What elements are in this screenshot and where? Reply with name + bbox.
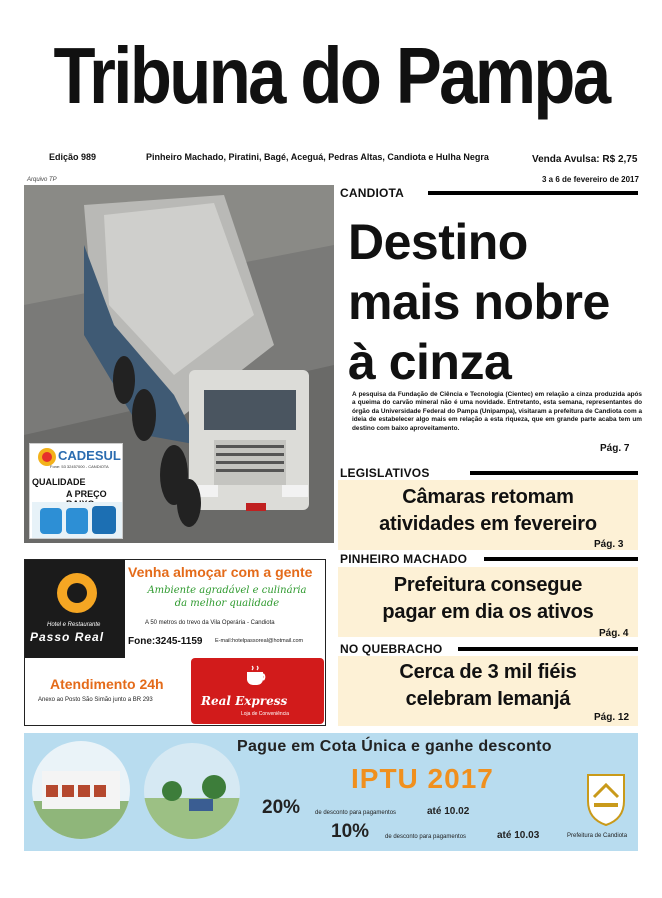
offer-percent: 10% xyxy=(331,821,370,842)
water-tanks-image xyxy=(32,502,122,538)
iptu-banner[interactable] xyxy=(24,733,638,851)
municipal-crest-icon xyxy=(584,771,628,827)
building-illustration xyxy=(32,741,130,839)
store-name: Real Express xyxy=(201,694,288,708)
story-headline-line: pagar em dia os ativos xyxy=(382,601,594,623)
story-headline-line: Prefeitura consegue xyxy=(393,574,583,596)
coffee-cup-icon xyxy=(243,664,271,686)
cadesul-phone: Fone: 53 32457000 - CANDIOTA xyxy=(50,464,109,469)
story-legislativos[interactable] xyxy=(338,480,638,550)
section-rule xyxy=(484,557,638,561)
offer-deadline: até 10.03 xyxy=(497,830,540,841)
ad-address: A 50 metros do trevo da Vila Operária - Candiota xyxy=(145,620,275,626)
issuer-name: Prefeitura de Candiota xyxy=(567,833,628,839)
ad-headline: Venha almoçar com a gente xyxy=(128,564,313,580)
main-lead: A pesquisa da Fundação de Ciência e Tecnologia (Cientec) em relação a cinza produzida após a queima do carvão mineral não é uma novidade. Entretanto, esta semana, representantes do órgão da Universidade Federal do Pampa (Unipampa), visitaram a prefeitura de Candiota com a ideia de estabelecer algo mais em relação a esta riqueza, que em grande parte acaba tem um destino com baixo aproveitamento. xyxy=(352,391,642,432)
story-page-ref: Pág. 4 xyxy=(599,628,629,639)
masthead-title: Tribuna do Pampa xyxy=(53,31,609,120)
truck-photo xyxy=(24,185,334,543)
main-page-ref: Pág. 7 xyxy=(600,443,630,454)
story-page-ref: Pág. 12 xyxy=(594,712,630,723)
edition-number: Edição 989 xyxy=(49,152,97,162)
banner-title: Pague em Cota Única e ganhe desconto xyxy=(237,738,552,755)
landscape-illustration xyxy=(144,743,240,839)
main-headline-line: à cinza xyxy=(348,334,512,390)
section-rule xyxy=(458,647,638,651)
story-headline-line: atividades em fevereiro xyxy=(379,513,597,535)
photo-credit: Arquivo TP xyxy=(27,177,57,183)
cadesul-line2: A PREÇO xyxy=(66,489,107,499)
cadesul-ad[interactable] xyxy=(29,443,123,539)
ad-phone: Fone:3245-1159 xyxy=(128,636,203,647)
section-rule xyxy=(470,471,638,475)
main-headline[interactable] xyxy=(348,212,648,392)
cover-price: Venda Avulsa: R$ 2,75 xyxy=(532,154,638,165)
building-photo xyxy=(32,741,130,839)
cadesul-line1: QUALIDADE xyxy=(32,477,86,487)
offer-text: de desconto para pagamentos xyxy=(315,810,397,816)
section-rule-main xyxy=(428,191,638,195)
story-headline-line: Câmaras retomam xyxy=(402,486,574,508)
story-pinheiro-machado[interactable] xyxy=(338,567,638,637)
ad-service: Atendimento 24h xyxy=(50,676,164,692)
hotel-label: Hotel e Restaurante xyxy=(47,622,101,628)
section-label-quebracho: NO QUEBRACHO xyxy=(340,642,443,656)
story-headline-line: celebram Iemanjá xyxy=(405,688,571,710)
main-headline-line: Destino xyxy=(348,214,528,270)
hotel-name: Passo Real xyxy=(30,630,105,644)
issue-date: 3 a 6 de fevereiro de 2017 xyxy=(542,175,639,184)
ad-service-location: Anexo ao Posto São Simão junto a BR 293 xyxy=(38,697,153,703)
banner-headline: IPTU 2017 xyxy=(351,763,494,794)
story-page-ref: Pág. 3 xyxy=(594,539,624,550)
section-label-legislativos: LEGISLATIVOS xyxy=(340,466,430,480)
ad-tagline-line: da melhor qualidade xyxy=(174,598,280,609)
offer-text: de desconto para pagamentos xyxy=(385,834,467,840)
offer-deadline: até 10.02 xyxy=(427,806,470,817)
ad-tagline xyxy=(137,584,317,610)
main-headline-line: mais nobre xyxy=(348,274,610,330)
store-type: Loja de Conveniência xyxy=(241,711,290,717)
story-headline-line: Cerca de 3 mil fiéis xyxy=(399,661,577,683)
ad-tagline-line: Ambiente agradável e culinária xyxy=(147,585,307,596)
offer-percent: 20% xyxy=(262,797,301,818)
story-quebracho[interactable] xyxy=(338,656,638,726)
restaurant-ad[interactable] xyxy=(24,559,326,726)
landscape-photo xyxy=(144,743,240,839)
ad-email: E-mail:hotelpassoreal@hotmail.com xyxy=(215,638,304,644)
cadesul-brand: CADESUL xyxy=(58,448,121,463)
section-label-main: CANDIOTA xyxy=(340,186,405,200)
coverage-cities: Pinheiro Machado, Piratini, Bagé, Aceguá, Pedras Altas, Candiota e Hulha Negra xyxy=(146,152,489,162)
section-label-pinheiro: PINHEIRO MACHADO xyxy=(340,552,468,566)
sun-logo-icon xyxy=(52,568,102,618)
